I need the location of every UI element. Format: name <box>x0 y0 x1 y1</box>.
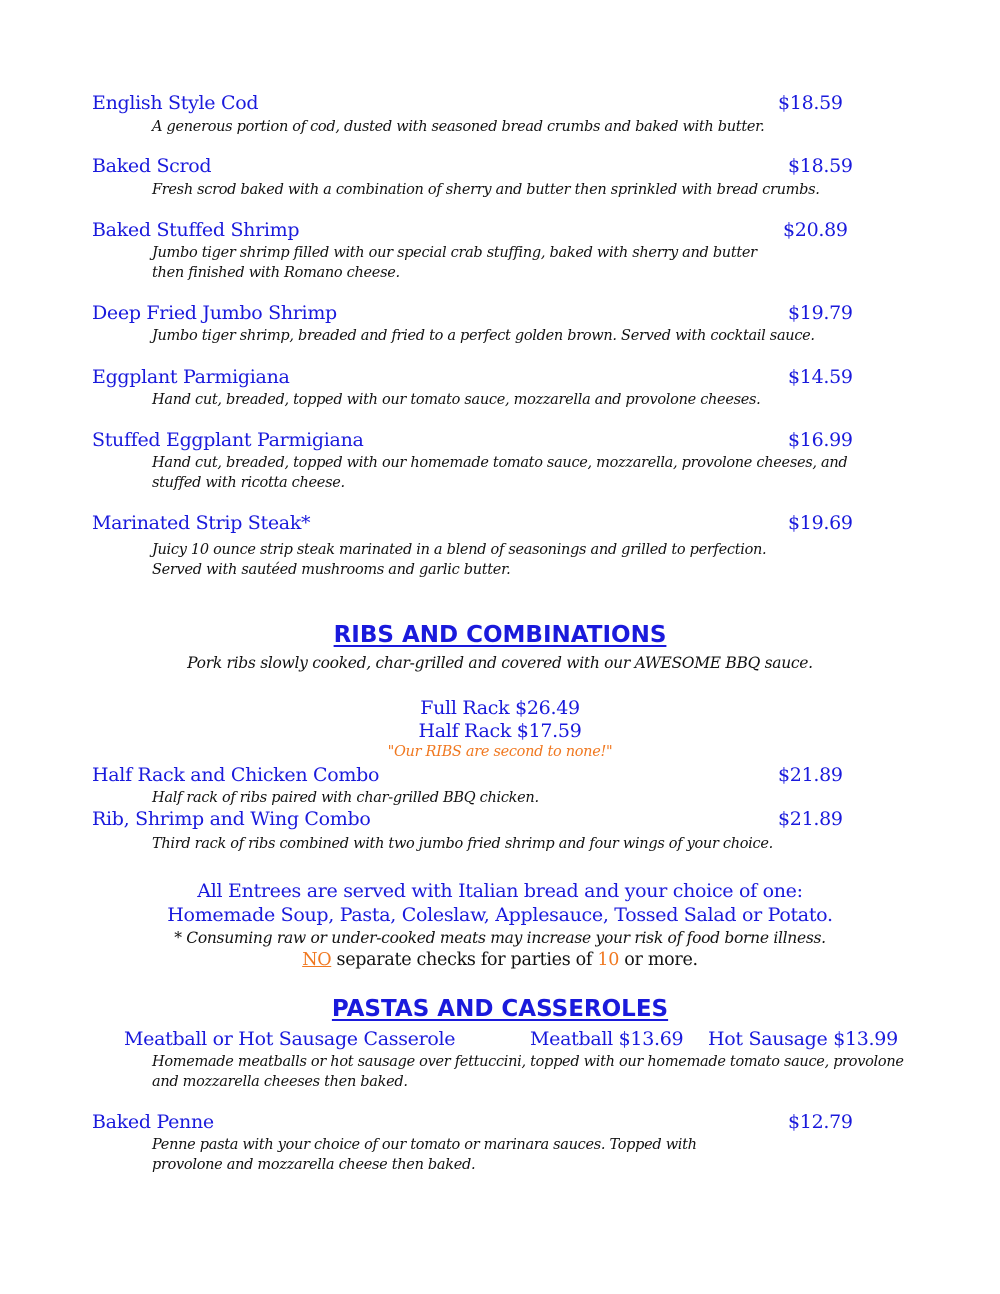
item-desc-baked-penne: Penne pasta with your choice of our tomato or marinara sauces. Topped with provolone and mozzarella cheese then baked. <box>152 1137 697 1173</box>
item-name-baked-scrod: Baked Scrod <box>92 155 212 177</box>
item-name-baked-penne: Baked Penne <box>92 1111 214 1133</box>
combo-price-half-rack-chicken: $21.89 <box>778 764 843 786</box>
combo-name-half-rack-chicken: Half Rack and Chicken Combo <box>92 764 380 786</box>
item-desc-stuffed-eggplant-parmigiana: Hand cut, breaded, topped with our homemade tomato sauce, mozzarella, provolone cheeses, and stuffed with ricotta cheese. <box>152 455 848 491</box>
ribs-full-rack-price: Full Rack $26.49 <box>420 697 580 719</box>
item-name-eggplant-parmigiana: Eggplant Parmigiana <box>92 366 290 388</box>
entree-sides-note: All Entrees are served with Italian bread and your choice of one: <box>197 880 803 902</box>
item-name-deep-fried-jumbo-shrimp: Deep Fried Jumbo Shrimp <box>92 302 337 324</box>
checks-no-emphasis: NO <box>302 950 332 970</box>
ribs-tagline: "Our RIBS are second to none!" <box>387 744 613 760</box>
entree-sides-list: Homemade Soup, Pasta, Coleslaw, Applesauce, Tossed Salad or Potato. <box>167 904 833 926</box>
item-price-baked-stuffed-shrimp: $20.89 <box>783 219 848 241</box>
combo-name-rib-shrimp-wing: Rib, Shrimp and Wing Combo <box>92 808 371 830</box>
item-name-marinated-strip-steak: Marinated Strip Steak* <box>92 512 311 534</box>
separate-checks-notice <box>0 950 1000 970</box>
item-price-baked-penne: $12.79 <box>788 1111 853 1133</box>
item-price-english-style-cod: $18.59 <box>778 92 843 114</box>
item-price-eggplant-parmigiana: $14.59 <box>788 366 853 388</box>
item-price-deep-fried-jumbo-shrimp: $19.79 <box>788 302 853 324</box>
item-name-english-style-cod: English Style Cod <box>92 92 259 114</box>
item-price-baked-scrod: $18.59 <box>788 155 853 177</box>
item-desc-eggplant-parmigiana: Hand cut, breaded, topped with our tomato sauce, mozzarella and provolone cheeses. <box>152 392 761 408</box>
section-heading-ribs: RIBS AND COMBINATIONS <box>333 622 667 648</box>
combo-desc-half-rack-chicken: Half rack of ribs paired with char-grilled BBQ chicken. <box>152 790 539 806</box>
ribs-half-rack-price: Half Rack $17.59 <box>418 720 582 742</box>
item-price-meatball: Meatball $13.69 <box>530 1028 684 1050</box>
ribs-intro: Pork ribs slowly cooked, char-grilled and covered with our AWESOME BBQ sauce. <box>187 654 813 672</box>
item-desc-marinated-strip-steak: Juicy 10 ounce strip steak marinated in a blend of seasonings and grilled to perfection. Served with sautéed mushrooms and garlic butter. <box>152 542 767 578</box>
item-name-stuffed-eggplant-parmigiana: Stuffed Eggplant Parmigiana <box>92 429 364 451</box>
item-name-baked-stuffed-shrimp: Baked Stuffed Shrimp <box>92 219 300 241</box>
checks-text-mid: separate checks for parties of <box>331 950 598 970</box>
section-heading-pastas: PASTAS AND CASSEROLES <box>331 996 669 1022</box>
checks-party-size: 10 <box>597 950 620 970</box>
combo-desc-rib-shrimp-wing: Third rack of ribs combined with two jumbo fried shrimp and four wings of your choice. <box>152 836 773 852</box>
item-desc-baked-stuffed-shrimp: Jumbo tiger shrimp filled with our special crab stuffing, baked with sherry and butter then finished with Romano cheese. <box>152 245 757 281</box>
item-desc-meatball-casserole: Homemade meatballs or hot sausage over fettuccini, topped with our homemade tomato sauce, provolone and mozzarella cheeses then baked. <box>152 1054 904 1090</box>
item-name-meatball-casserole: Meatball or Hot Sausage Casserole <box>124 1028 456 1050</box>
item-price-marinated-strip-steak: $19.69 <box>788 512 853 534</box>
item-price-stuffed-eggplant-parmigiana: $16.99 <box>788 429 853 451</box>
combo-price-rib-shrimp-wing: $21.89 <box>778 808 843 830</box>
raw-meat-warning: * Consuming raw or under-cooked meats may increase your risk of food borne illness. <box>174 929 826 947</box>
item-price-hot-sausage: Hot Sausage $13.99 <box>708 1028 898 1050</box>
item-desc-deep-fried-jumbo-shrimp: Jumbo tiger shrimp, breaded and fried to a perfect golden brown. Served with cocktail sauce. <box>152 328 815 344</box>
item-desc-english-style-cod: A generous portion of cod, dusted with seasoned bread crumbs and baked with butter. <box>152 119 765 135</box>
checks-text-end: or more. <box>619 950 698 970</box>
item-desc-baked-scrod: Fresh scrod baked with a combination of sherry and butter then sprinkled with bread crumbs. <box>152 182 820 198</box>
